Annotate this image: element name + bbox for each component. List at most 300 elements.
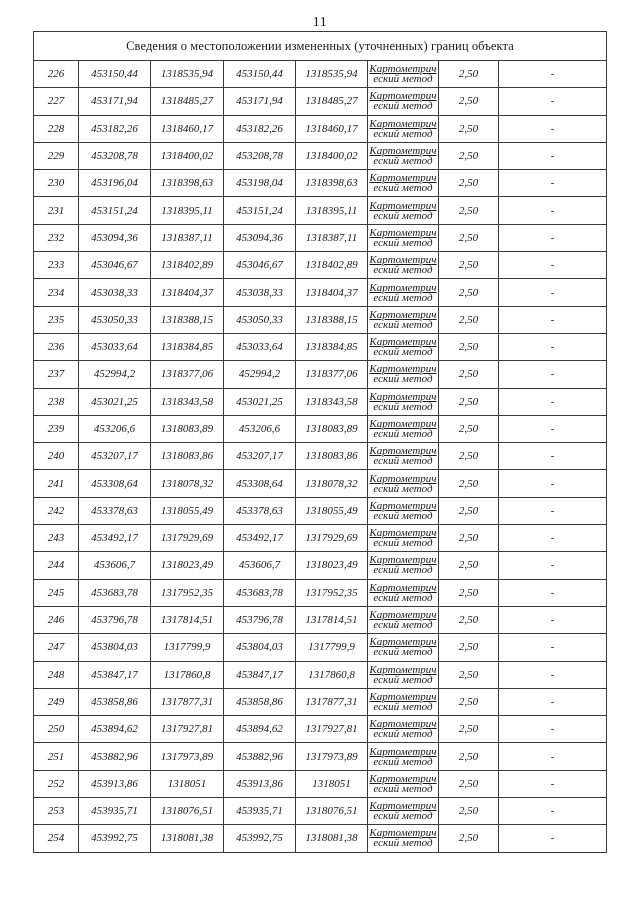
method-line-1: Картометрич (369, 800, 437, 813)
method-line-1: Картометрич (369, 827, 437, 840)
point-number-cell: 253 (34, 798, 79, 825)
existing-x-cell: 453683,78 (79, 579, 151, 606)
method-line-1: Картометрич (369, 281, 437, 294)
updated-x-cell: 453858,86 (224, 688, 296, 715)
method-line-2: еский метод (373, 782, 433, 795)
note-cell: - (499, 552, 607, 579)
method-cell (368, 743, 439, 770)
note-cell: - (499, 497, 607, 524)
point-number-cell: 237 (34, 361, 79, 388)
method-cell (368, 197, 439, 224)
note-cell: - (499, 825, 607, 852)
updated-y-cell: 1318387,11 (296, 224, 368, 251)
method-line-1: Картометрич (369, 145, 437, 158)
updated-y-cell: 1318485,27 (296, 88, 368, 115)
existing-y-cell: 1318078,32 (151, 470, 224, 497)
method-line-1: Картометрич (369, 445, 437, 458)
existing-x-cell: 453038,33 (79, 279, 151, 306)
method-line-2: еский метод (373, 455, 433, 468)
existing-x-cell: 453196,04 (79, 170, 151, 197)
updated-x-cell: 453913,86 (224, 770, 296, 797)
updated-y-cell: 1318081,38 (296, 825, 368, 852)
existing-x-cell: 453894,62 (79, 716, 151, 743)
updated-x-cell: 453050,33 (224, 306, 296, 333)
method-line-2: еский метод (373, 373, 433, 386)
updated-y-cell: 1318400,02 (296, 142, 368, 169)
method-cell (368, 306, 439, 333)
existing-y-cell: 1318051 (151, 770, 224, 797)
updated-x-cell: 453151,24 (224, 197, 296, 224)
table-row (34, 497, 607, 524)
accuracy-cell: 2,50 (439, 252, 499, 279)
existing-y-cell: 1318404,37 (151, 279, 224, 306)
existing-x-cell: 453151,24 (79, 197, 151, 224)
accuracy-cell: 2,50 (439, 606, 499, 633)
updated-x-cell: 453492,17 (224, 525, 296, 552)
existing-y-cell: 1318055,49 (151, 497, 224, 524)
table-row (34, 279, 607, 306)
updated-y-cell: 1318083,86 (296, 443, 368, 470)
existing-y-cell: 1318081,38 (151, 825, 224, 852)
boundary-coordinates-table (33, 31, 607, 853)
point-number-cell: 226 (34, 61, 79, 88)
updated-y-cell: 1318076,51 (296, 798, 368, 825)
method-line-2: еский метод (373, 346, 433, 359)
note-cell: - (499, 579, 607, 606)
method-line-1: Картометрич (369, 199, 437, 212)
table-row (34, 170, 607, 197)
method-line-2: еский метод (373, 837, 433, 850)
existing-y-cell: 1317877,31 (151, 688, 224, 715)
accuracy-cell: 2,50 (439, 634, 499, 661)
method-line-2: еский метод (373, 73, 433, 86)
existing-y-cell: 1318398,63 (151, 170, 224, 197)
updated-x-cell: 453171,94 (224, 88, 296, 115)
updated-y-cell: 1317927,81 (296, 716, 368, 743)
updated-y-cell: 1318535,94 (296, 61, 368, 88)
point-number-cell: 239 (34, 415, 79, 442)
accuracy-cell: 2,50 (439, 552, 499, 579)
point-number-cell: 243 (34, 525, 79, 552)
existing-x-cell: 453182,26 (79, 115, 151, 142)
table-row (34, 115, 607, 142)
table-row (34, 388, 607, 415)
updated-y-cell: 1318051 (296, 770, 368, 797)
method-cell (368, 361, 439, 388)
accuracy-cell: 2,50 (439, 716, 499, 743)
method-cell (368, 716, 439, 743)
method-cell (368, 224, 439, 251)
point-number-cell: 254 (34, 825, 79, 852)
method-line-2: еский метод (373, 537, 433, 550)
note-cell: - (499, 115, 607, 142)
point-number-cell: 236 (34, 333, 79, 360)
method-line-1: Картометрич (369, 718, 437, 731)
accuracy-cell: 2,50 (439, 798, 499, 825)
accuracy-cell: 2,50 (439, 443, 499, 470)
table-row (34, 361, 607, 388)
method-line-2: еский метод (373, 291, 433, 304)
method-line-2: еский метод (373, 182, 433, 195)
existing-x-cell: 453804,03 (79, 634, 151, 661)
existing-x-cell: 453858,86 (79, 688, 151, 715)
updated-y-cell: 1318377,06 (296, 361, 368, 388)
updated-y-cell: 1317929,69 (296, 525, 368, 552)
updated-y-cell: 1317799,9 (296, 634, 368, 661)
table-row (34, 224, 607, 251)
updated-y-cell: 1317973,89 (296, 743, 368, 770)
updated-x-cell: 453038,33 (224, 279, 296, 306)
existing-x-cell: 453847,17 (79, 661, 151, 688)
table-row (34, 197, 607, 224)
updated-y-cell: 1318083,89 (296, 415, 368, 442)
method-cell (368, 443, 439, 470)
method-line-1: Картометрич (369, 745, 437, 758)
existing-y-cell: 1317927,81 (151, 716, 224, 743)
accuracy-cell: 2,50 (439, 497, 499, 524)
table-row (34, 770, 607, 797)
method-line-1: Картометрич (369, 390, 437, 403)
note-cell: - (499, 252, 607, 279)
point-number-cell: 245 (34, 579, 79, 606)
method-cell (368, 825, 439, 852)
existing-y-cell: 1318343,58 (151, 388, 224, 415)
method-line-2: еский метод (373, 755, 433, 768)
note-cell: - (499, 361, 607, 388)
method-line-2: еский метод (373, 209, 433, 222)
updated-y-cell: 1318078,32 (296, 470, 368, 497)
method-cell (368, 661, 439, 688)
updated-y-cell: 1317952,35 (296, 579, 368, 606)
note-cell: - (499, 142, 607, 169)
method-line-1: Картометрич (369, 336, 437, 349)
note-cell: - (499, 306, 607, 333)
accuracy-cell: 2,50 (439, 770, 499, 797)
existing-x-cell: 453206,6 (79, 415, 151, 442)
existing-y-cell: 1318023,49 (151, 552, 224, 579)
point-number-cell: 233 (34, 252, 79, 279)
method-line-2: еский метод (373, 619, 433, 632)
point-number-cell: 235 (34, 306, 79, 333)
method-line-2: еский метод (373, 236, 433, 249)
point-number-cell: 238 (34, 388, 79, 415)
existing-x-cell: 453992,75 (79, 825, 151, 852)
method-cell (368, 252, 439, 279)
point-number-cell: 240 (34, 443, 79, 470)
method-line-2: еский метод (373, 673, 433, 686)
note-cell: - (499, 634, 607, 661)
method-line-1: Картометрич (369, 418, 437, 430)
accuracy-cell: 2,50 (439, 361, 499, 388)
existing-y-cell: 1318384,85 (151, 333, 224, 360)
note-cell: - (499, 606, 607, 633)
point-number-cell: 241 (34, 470, 79, 497)
note-cell: - (499, 88, 607, 115)
updated-y-cell: 1318402,89 (296, 252, 368, 279)
table-row (34, 688, 607, 715)
existing-x-cell: 453606,7 (79, 552, 151, 579)
existing-x-cell: 453171,94 (79, 88, 151, 115)
existing-y-cell: 1317929,69 (151, 525, 224, 552)
point-number-cell: 247 (34, 634, 79, 661)
existing-x-cell: 453913,86 (79, 770, 151, 797)
table-row (34, 634, 607, 661)
method-cell (368, 388, 439, 415)
note-cell: - (499, 470, 607, 497)
point-number-cell: 250 (34, 716, 79, 743)
note-cell: - (499, 61, 607, 88)
updated-y-cell: 1318398,63 (296, 170, 368, 197)
method-line-1: Картометрич (369, 636, 437, 649)
method-line-2: еский метод (373, 509, 433, 522)
updated-y-cell: 1317860,8 (296, 661, 368, 688)
method-line-1: Картометрич (369, 172, 437, 185)
note-cell: - (499, 388, 607, 415)
existing-y-cell: 1317799,9 (151, 634, 224, 661)
existing-y-cell: 1318485,27 (151, 88, 224, 115)
existing-x-cell: 453046,67 (79, 252, 151, 279)
existing-y-cell: 1318083,89 (151, 415, 224, 442)
point-number-cell: 249 (34, 688, 79, 715)
table-row (34, 443, 607, 470)
accuracy-cell: 2,50 (439, 224, 499, 251)
updated-x-cell: 453150,44 (224, 61, 296, 88)
accuracy-cell: 2,50 (439, 170, 499, 197)
method-cell (368, 470, 439, 497)
existing-x-cell: 453492,17 (79, 525, 151, 552)
method-line-2: еский метод (373, 155, 433, 168)
method-line-2: еский метод (373, 127, 433, 140)
accuracy-cell: 2,50 (439, 142, 499, 169)
updated-x-cell: 453882,96 (224, 743, 296, 770)
method-line-1: Картометрич (369, 472, 437, 485)
point-number-cell: 248 (34, 661, 79, 688)
table-row (34, 61, 607, 88)
existing-x-cell: 453378,63 (79, 497, 151, 524)
updated-x-cell: 453033,64 (224, 333, 296, 360)
existing-x-cell: 453796,78 (79, 606, 151, 633)
method-line-1: Картометрич (369, 254, 437, 267)
accuracy-cell: 2,50 (439, 825, 499, 852)
method-cell (368, 142, 439, 169)
existing-x-cell: 453207,17 (79, 443, 151, 470)
existing-x-cell: 453935,71 (79, 798, 151, 825)
method-cell (368, 115, 439, 142)
table-row (34, 579, 607, 606)
existing-y-cell: 1318387,11 (151, 224, 224, 251)
table-row (34, 606, 607, 633)
table-row (34, 525, 607, 552)
note-cell: - (499, 525, 607, 552)
accuracy-cell: 2,50 (439, 579, 499, 606)
table-row (34, 306, 607, 333)
point-number-cell: 234 (34, 279, 79, 306)
table-row (34, 743, 607, 770)
point-number-cell: 230 (34, 170, 79, 197)
method-cell (368, 579, 439, 606)
updated-x-cell: 453308,64 (224, 470, 296, 497)
method-line-2: еский метод (373, 482, 433, 495)
updated-x-cell: 453796,78 (224, 606, 296, 633)
existing-y-cell: 1318460,17 (151, 115, 224, 142)
existing-y-cell: 1318377,06 (151, 361, 224, 388)
table-row (34, 88, 607, 115)
updated-x-cell: 453182,26 (224, 115, 296, 142)
point-number-cell: 242 (34, 497, 79, 524)
note-cell: - (499, 688, 607, 715)
existing-y-cell: 1318395,11 (151, 197, 224, 224)
method-line-1: Картометрич (369, 117, 437, 130)
updated-y-cell: 1318384,85 (296, 333, 368, 360)
method-line-2: еский метод (373, 318, 433, 331)
note-cell: - (499, 743, 607, 770)
method-line-1: Картометрич (369, 363, 437, 376)
method-cell (368, 415, 439, 442)
table-row (34, 415, 607, 442)
point-number-cell: 246 (34, 606, 79, 633)
existing-y-cell: 1318400,02 (151, 142, 224, 169)
table-title-row (34, 32, 607, 61)
accuracy-cell: 2,50 (439, 688, 499, 715)
point-number-cell: 244 (34, 552, 79, 579)
accuracy-cell: 2,50 (439, 115, 499, 142)
method-line-1: Картометрич (369, 609, 437, 622)
updated-y-cell: 1317814,51 (296, 606, 368, 633)
accuracy-cell: 2,50 (439, 197, 499, 224)
point-number-cell: 251 (34, 743, 79, 770)
updated-x-cell: 453198,04 (224, 170, 296, 197)
updated-x-cell: 453606,7 (224, 552, 296, 579)
updated-x-cell: 453992,75 (224, 825, 296, 852)
note-cell: - (499, 170, 607, 197)
existing-x-cell: 453150,44 (79, 61, 151, 88)
updated-x-cell: 453046,67 (224, 252, 296, 279)
point-number-cell: 252 (34, 770, 79, 797)
updated-x-cell: 453894,62 (224, 716, 296, 743)
method-cell (368, 88, 439, 115)
note-cell: - (499, 333, 607, 360)
existing-x-cell: 453094,36 (79, 224, 151, 251)
point-number-cell: 229 (34, 142, 79, 169)
point-number-cell: 227 (34, 88, 79, 115)
method-line-2: еский метод (373, 700, 433, 713)
method-cell (368, 798, 439, 825)
updated-x-cell: 453378,63 (224, 497, 296, 524)
existing-y-cell: 1317952,35 (151, 579, 224, 606)
method-line-2: еский метод (373, 264, 433, 277)
method-line-1: Картометрич (369, 527, 437, 540)
method-cell (368, 170, 439, 197)
existing-x-cell: 453882,96 (79, 743, 151, 770)
table-row (34, 716, 607, 743)
existing-x-cell: 453050,33 (79, 306, 151, 333)
existing-y-cell: 1318076,51 (151, 798, 224, 825)
table-row (34, 661, 607, 688)
updated-x-cell: 452994,2 (224, 361, 296, 388)
existing-y-cell: 1318535,94 (151, 61, 224, 88)
method-cell (368, 525, 439, 552)
updated-x-cell: 453207,17 (224, 443, 296, 470)
table-row (34, 552, 607, 579)
updated-x-cell: 453847,17 (224, 661, 296, 688)
method-line-1: Картометрич (369, 90, 437, 103)
method-line-2: еский метод (373, 428, 433, 440)
point-number-cell: 231 (34, 197, 79, 224)
existing-y-cell: 1318388,15 (151, 306, 224, 333)
updated-y-cell: 1318460,17 (296, 115, 368, 142)
method-cell (368, 61, 439, 88)
updated-y-cell: 1318055,49 (296, 497, 368, 524)
method-line-1: Картометрич (369, 308, 437, 321)
method-cell (368, 770, 439, 797)
updated-x-cell: 453208,78 (224, 142, 296, 169)
existing-y-cell: 1318402,89 (151, 252, 224, 279)
updated-y-cell: 1318023,49 (296, 552, 368, 579)
method-cell (368, 634, 439, 661)
note-cell: - (499, 661, 607, 688)
existing-x-cell: 453021,25 (79, 388, 151, 415)
existing-y-cell: 1317814,51 (151, 606, 224, 633)
point-number-cell: 232 (34, 224, 79, 251)
table-row (34, 470, 607, 497)
accuracy-cell: 2,50 (439, 279, 499, 306)
table-row (34, 142, 607, 169)
method-line-1: Картометрич (369, 772, 437, 785)
existing-x-cell: 453033,64 (79, 333, 151, 360)
existing-x-cell: 453308,64 (79, 470, 151, 497)
updated-y-cell: 1318395,11 (296, 197, 368, 224)
existing-y-cell: 1318083,86 (151, 443, 224, 470)
accuracy-cell: 2,50 (439, 388, 499, 415)
note-cell: - (499, 197, 607, 224)
existing-y-cell: 1317860,8 (151, 661, 224, 688)
updated-x-cell: 453804,03 (224, 634, 296, 661)
updated-y-cell: 1317877,31 (296, 688, 368, 715)
accuracy-cell: 2,50 (439, 61, 499, 88)
accuracy-cell: 2,50 (439, 470, 499, 497)
updated-x-cell: 453206,6 (224, 415, 296, 442)
method-cell (368, 497, 439, 524)
method-line-1: Картометрич (369, 554, 437, 567)
updated-x-cell: 453021,25 (224, 388, 296, 415)
method-cell (368, 279, 439, 306)
accuracy-cell: 2,50 (439, 661, 499, 688)
method-line-2: еский метод (373, 810, 433, 823)
page-number: 11 (312, 15, 328, 30)
accuracy-cell: 2,50 (439, 306, 499, 333)
method-line-2: еский метод (373, 646, 433, 659)
note-cell: - (499, 716, 607, 743)
updated-x-cell: 453094,36 (224, 224, 296, 251)
method-line-2: еский метод (373, 728, 433, 741)
updated-y-cell: 1318343,58 (296, 388, 368, 415)
note-cell: - (499, 415, 607, 442)
point-number-cell: 228 (34, 115, 79, 142)
method-cell (368, 688, 439, 715)
method-line-2: еский метод (373, 100, 433, 113)
existing-y-cell: 1317973,89 (151, 743, 224, 770)
table-row (34, 798, 607, 825)
method-cell (368, 552, 439, 579)
method-cell (368, 606, 439, 633)
method-line-1: Картометрич (369, 663, 437, 676)
accuracy-cell: 2,50 (439, 525, 499, 552)
method-line-1: Картометрич (369, 63, 437, 76)
existing-x-cell: 452994,2 (79, 361, 151, 388)
note-cell: - (499, 443, 607, 470)
table-title: Сведения о местоположении измененных (уточненных) границ объекта (34, 32, 607, 61)
table-row (34, 333, 607, 360)
